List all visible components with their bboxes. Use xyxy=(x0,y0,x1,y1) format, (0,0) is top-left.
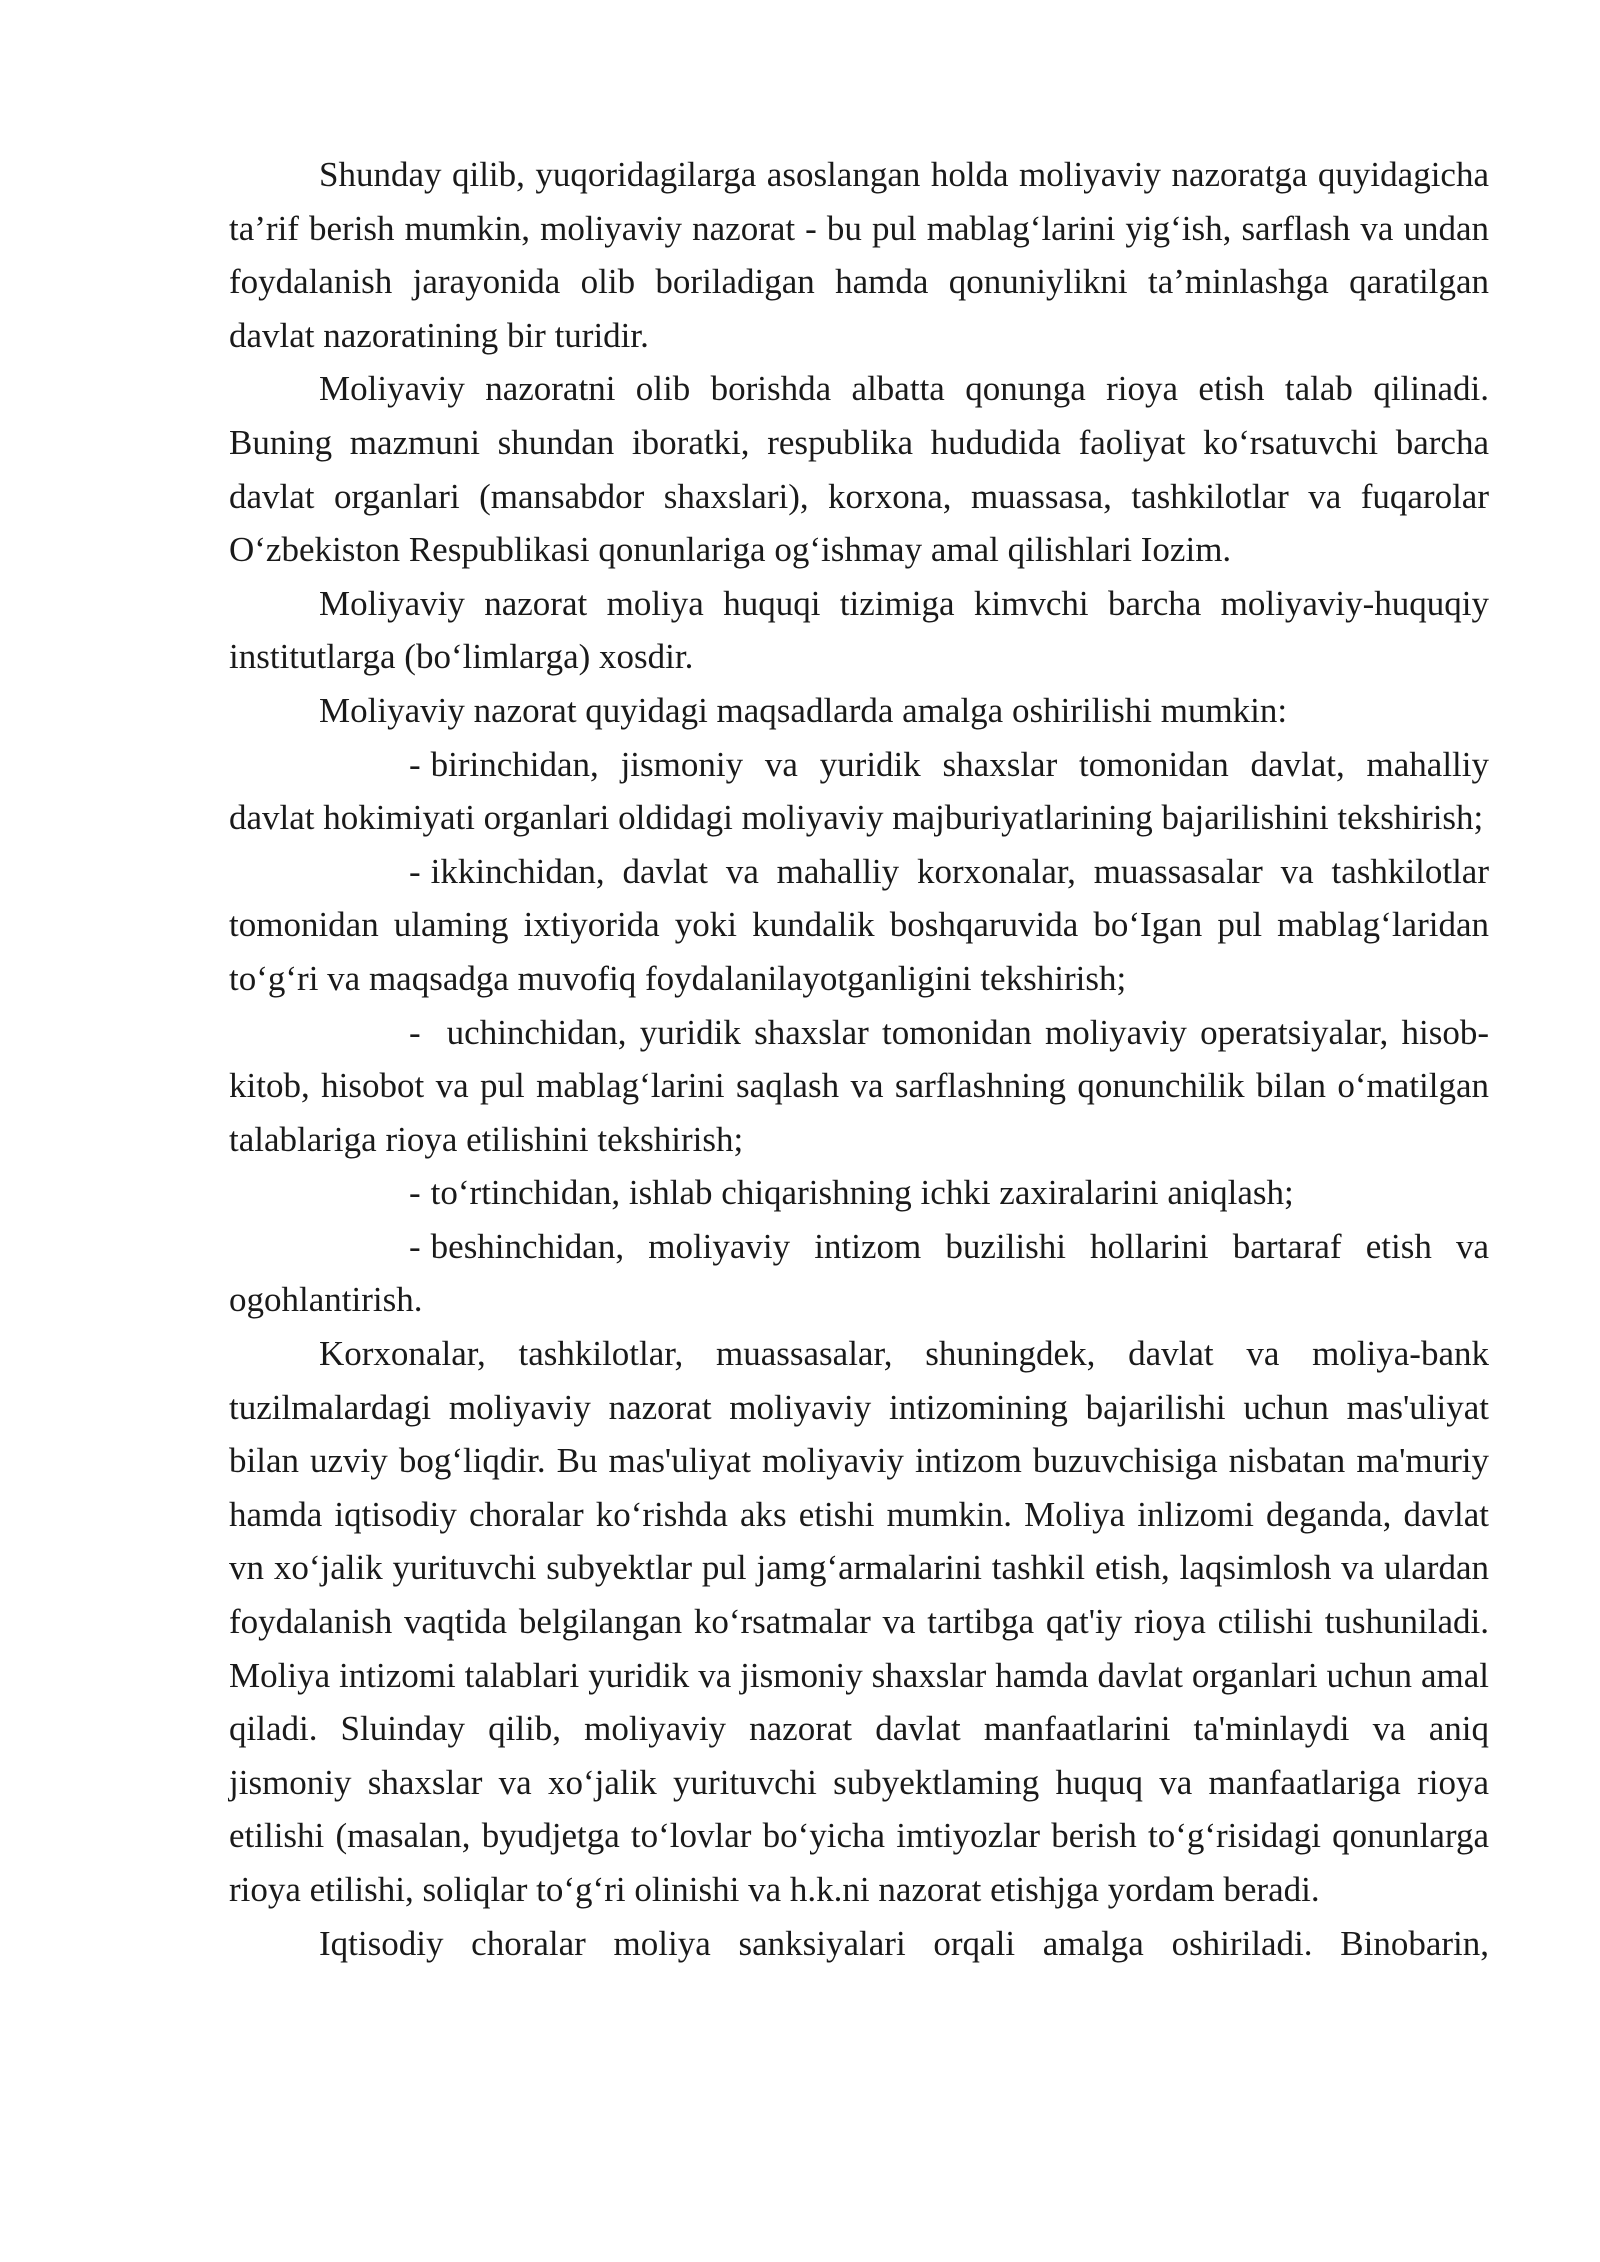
paragraph-institutions: Moliyaviy nazorat moliya huquqi tizimiga kimvchi barcha moliyaviy-huquqiy institutlarga (bo‘limlarga) xosdir. xyxy=(229,583,1489,677)
paragraph-legality: Moliyaviy nazoratni olib borishda albatta qonunga rioya etish talab qilinadi. Buning mazmuni shundan iboratki, respublika hududida faoliyat ko‘rsatuvchi barcha davlat organlari (mansabdor shaxslari), korxona, muassasa, tashkilotlar va fuqarolar O‘zbekiston Respublikasi qonunlariga og‘ishmay amal qilishlari Iozim. xyxy=(229,369,1489,570)
bullet-dash: - xyxy=(409,851,421,891)
list-item-text: to‘rtinchidan, ishlab chiqarishning ichki zaxiralarini aniqlash; xyxy=(430,1173,1294,1213)
list-item-text: uchinchidan, yuridik shaxslar tomonidan moliyaviy operatsiyalar, hisob-kitob, hisobot va pul mablag‘larini saqlash va sarflashning qonunchilik bilan o‘matilgan talablariga rioya etilishini tekshirish; xyxy=(229,1012,1489,1159)
paragraph-goals-intro: Moliyaviy nazorat quyidagi maqsadlarda amalga oshirilishi mumkin: xyxy=(319,690,1288,730)
list-item-text: birinchidan, jismoniy va yuridik shaxslar tomonidan davlat, mahalliy davlat hokimiyati organlari oldidagi moliyaviy majburiyatlarining bajarilishini tekshirish; xyxy=(229,744,1489,838)
paragraph-discipline: Korxonalar, tashkilotlar, muassasalar, shuningdek, davlat va moliya-bank tuzilmalardagi moliyaviy nazorat moliyaviy intizomining bajarilishi uchun mas'uliyat bilan uzviy bog‘liqdir. Bu mas'uliyat moliyaviy intizom buzuvchisiga nisbatan ma'muriy hamda iqtisodiy choralar ko‘rishda aks etishi mumkin. Moliya inlizomi deganda, davlat vn xo‘jalik yurituvchi subyektlar pul jamg‘armalarini tashkil etish, laqsimlosh va ulardan foydalanish vaqtida belgilangan ko‘rsatmalar va tartibga qat'iy rioya ctilishi tushuniladi. Moliya intizomi talablari yuridik va jismoniy shaxslar hamda davlat organlari uchun amal qiladi. Sluinday qilib, moliyaviy nazorat davlat manfaatlarini ta'minlaydi va aniq jismoniy shaxslar va xo‘jalik yurituvchi subyektlaming huquq va manfaatlariga rioya etilishi (masalan, byudjetga to‘lovlar bo‘yicha imtiyozlar berish to‘g‘risidagi qonunlarga rioya etilishi, soliqlar to‘g‘ri olinishi va h.k.ni nazorat etishjga yordam beradi. xyxy=(229,1334,1489,1909)
document-page xyxy=(229,148,1489,1970)
bullet-dash: - xyxy=(409,1173,421,1213)
paragraph-sanctions: Iqtisodiy choralar moliya sanksiyalari orqali amalga oshiriladi. Binobarin, xyxy=(319,1923,1489,1963)
list-item xyxy=(229,845,1489,1006)
list-item-text: beshinchidan, moliyaviy intizom buzilishi hollarini bartaraf etish va ogohlantirish. xyxy=(229,1226,1489,1320)
list-item xyxy=(229,1006,1489,1167)
paragraph-definition: Shunday qilib, yuqoridagilarga asoslangan holda moliyaviy nazoratga quyidagicha ta’rif berish mumkin, moliyaviy nazorat - bu pul mablag‘larini yig‘ish, sarflash va undan foydalanish jarayonida olib boriladigan hamda qonuniylikni ta’minlashga qaratilgan davlat nazoratining bir turidir. xyxy=(229,155,1489,355)
bullet-dash: - xyxy=(409,744,421,784)
list-item xyxy=(229,1166,1489,1220)
bullet-dash: - xyxy=(409,1012,421,1052)
list-item xyxy=(229,1220,1489,1327)
list-item-text: ikkinchidan, davlat va mahalliy korxonalar, muassasalar va tashkilotlar tomonidan ulaming ixtiyorida yoki kundalik boshqaruvida bo‘Igan pul mablag‘laridan to‘g‘ri va maqsadga muvofiq foydalanilayotganligini tekshirish; xyxy=(229,851,1489,998)
bullet-dash: - xyxy=(409,1226,421,1266)
list-item xyxy=(229,738,1489,845)
